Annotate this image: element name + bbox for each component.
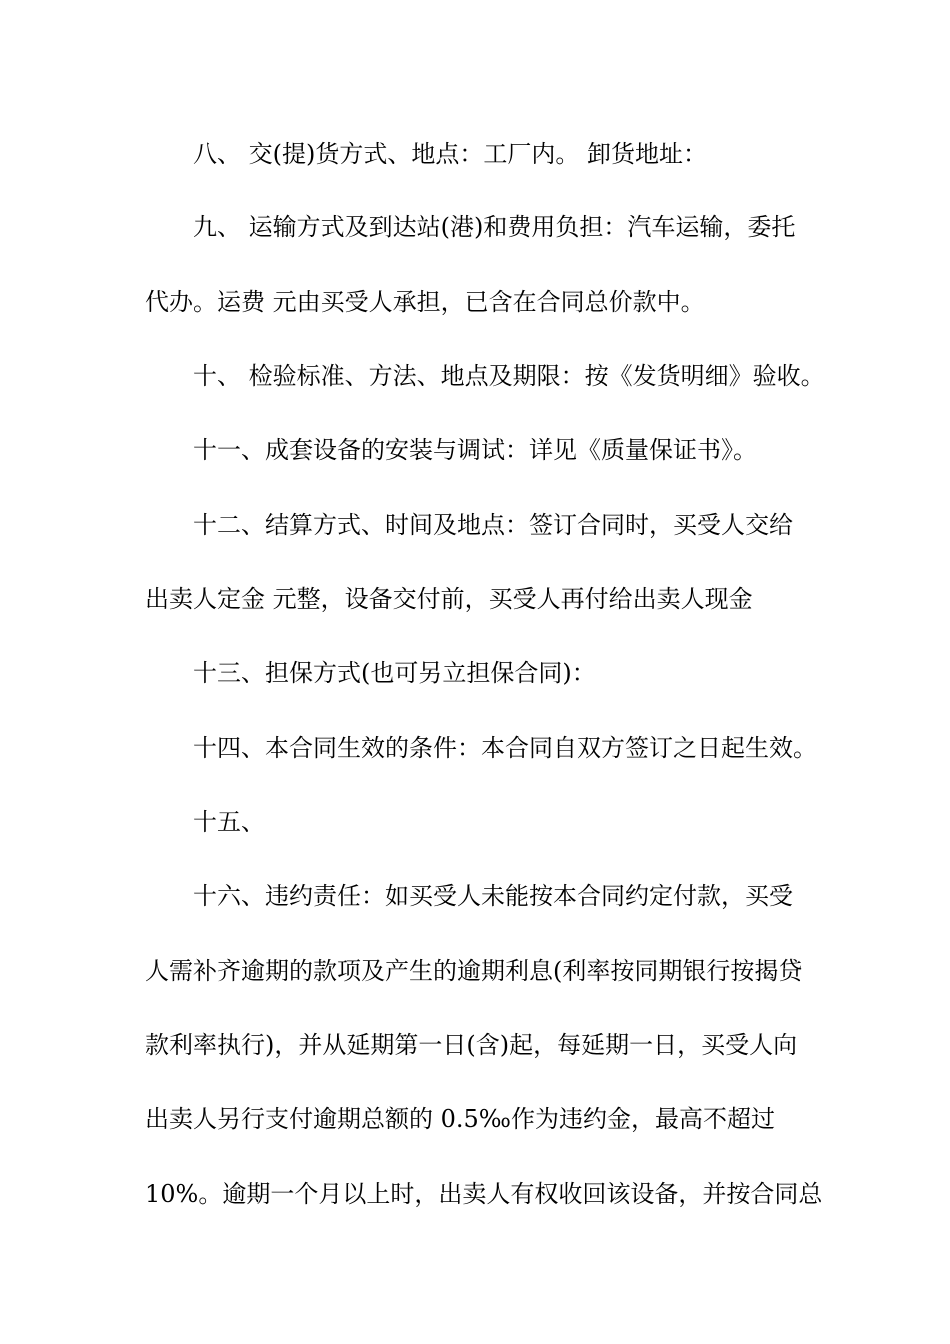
clause-15-line: 十五、: [193, 808, 265, 836]
clause-10-line: 十、 检验标准、方法、地点及期限：按《发货明细》验收。: [193, 362, 825, 390]
clause-13-line: 十三、担保方式(也可另立担保合同)：: [193, 659, 596, 687]
clause-8-line: 八、 交(提)货方式、地点：工厂内。 卸货地址：: [193, 140, 707, 168]
clause-16-continuation-4: 10%。逾期一个月以上时，出卖人有权收回该设备，并按合同总: [145, 1180, 823, 1208]
clause-12-continuation: 出卖人定金 元整，设备交付前，买受人再付给出卖人现金: [145, 585, 753, 613]
clause-12-line: 十二、结算方式、时间及地点：签订合同时，买受人交给: [193, 511, 793, 539]
clause-14-line: 十四、本合同生效的条件：本合同自双方签订之日起生效。: [193, 734, 817, 762]
clause-16-continuation-3: 出卖人另行支付逾期总额的 0.5‰作为违约金，最高不超过: [145, 1105, 775, 1133]
clause-16-continuation-1: 人需补齐逾期的款项及产生的逾期利息(利率按同期银行按揭贷: [145, 957, 803, 985]
clause-16-continuation-2: 款利率执行)，并从延期第一日(含)起，每延期一日，买受人向: [145, 1031, 798, 1059]
clause-9-continuation: 代办。运费 元由买受人承担，已含在合同总价款中。: [145, 288, 705, 316]
clause-16-line: 十六、违约责任：如买受人未能按本合同约定付款，买受: [193, 882, 793, 910]
clause-9-line: 九、 运输方式及到达站(港)和费用负担：汽车运输，委托: [193, 213, 796, 241]
clause-11-line: 十一、成套设备的安装与调试：详见《质量保证书》。: [193, 436, 757, 464]
